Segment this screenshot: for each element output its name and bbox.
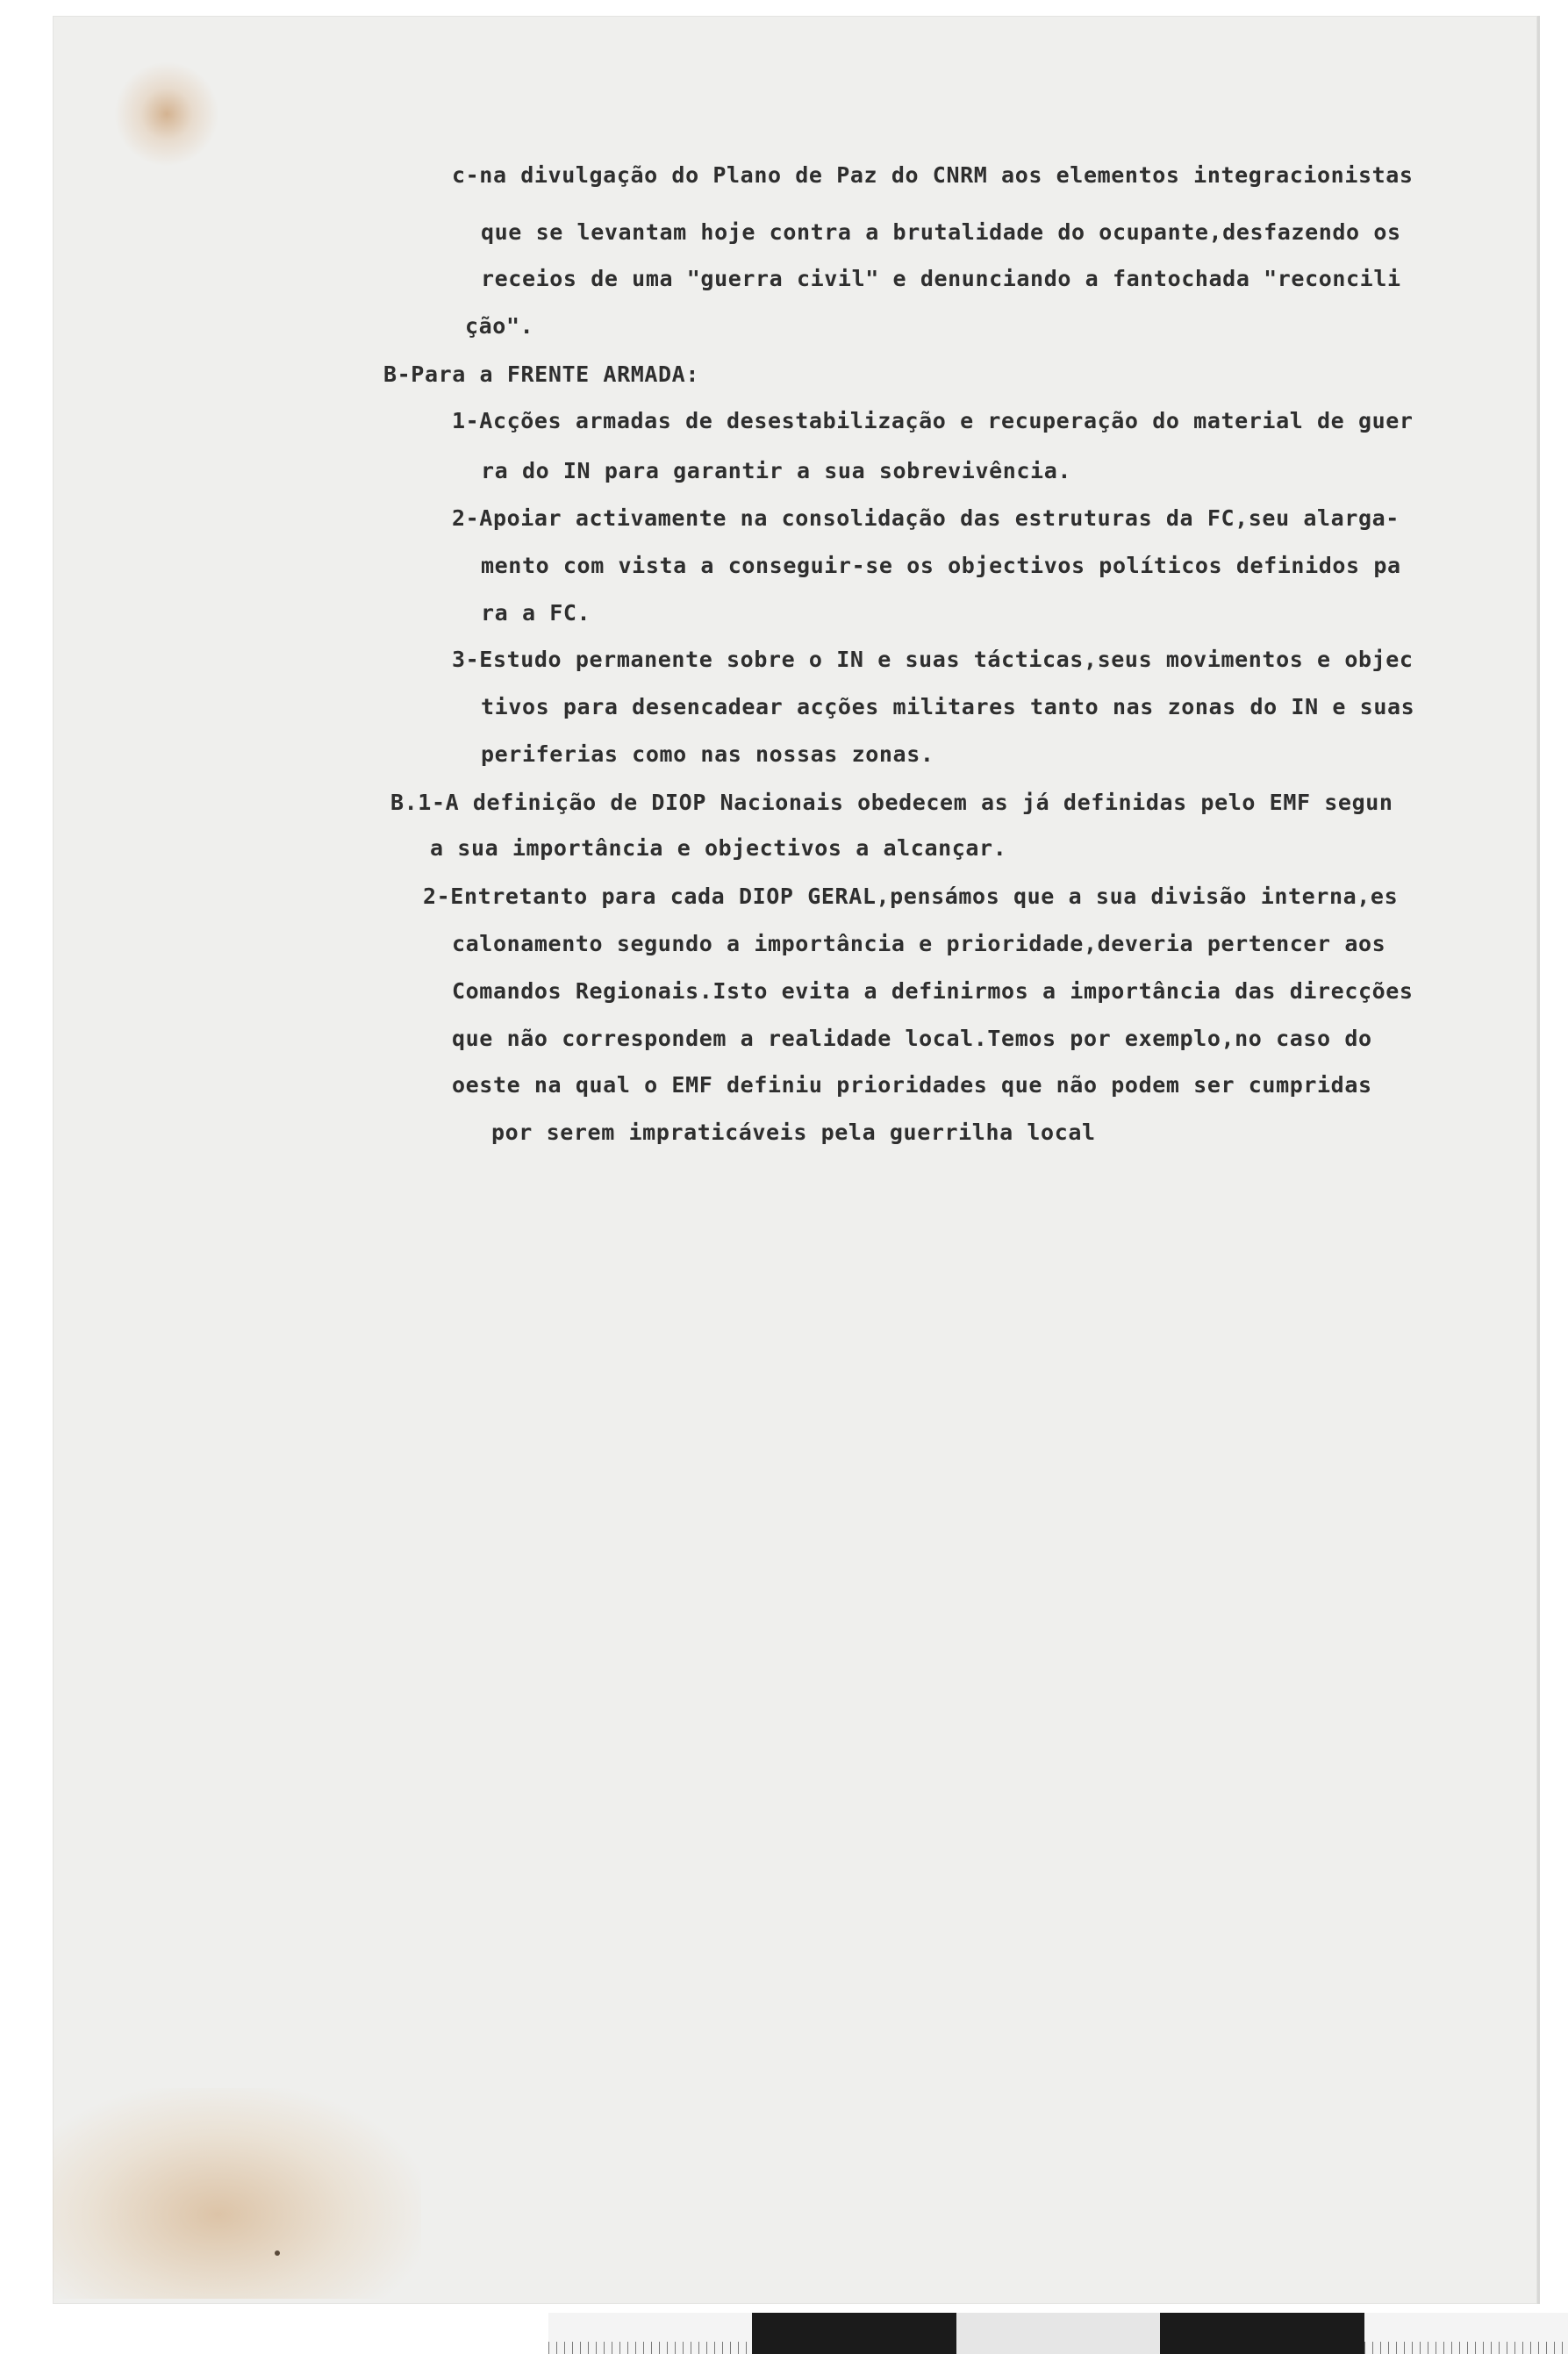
rust-stain-top xyxy=(114,61,219,167)
text-line: ra a FC. xyxy=(481,600,591,626)
text-line: c-na divulgação do Plano de Paz do CNRM aos elementos integracionistas xyxy=(452,162,1414,188)
text-line: que não correspondem a realidade local.Temos por exemplo,no caso do xyxy=(452,1026,1372,1051)
ruler-segment xyxy=(1160,2313,1364,2354)
text-line: ra do IN para garantir a sua sobrevivência. xyxy=(481,458,1072,483)
ruler-segment xyxy=(956,2313,1160,2354)
text-line: 2-Apoiar activamente na consolidação das estruturas da FC,seu alarga- xyxy=(452,505,1400,531)
rust-stain-bottom xyxy=(53,2088,421,2299)
ruler-segment xyxy=(752,2313,956,2354)
ruler-segment xyxy=(548,2313,752,2354)
text-line: a sua importância e objectivos a alcançar. xyxy=(430,835,1007,861)
text-line: receios de uma "guerra civil" e denunciando a fantochada "reconcili xyxy=(481,266,1401,291)
text-line: calonamento segundo a importância e prioridade,deveria pertencer aos xyxy=(452,931,1386,956)
text-line: ção". xyxy=(465,313,534,339)
text-line: oeste na qual o EMF definiu prioridades que não podem ser cumpridas xyxy=(452,1072,1372,1098)
text-line: B-Para a FRENTE ARMADA: xyxy=(383,361,699,387)
text-line: B.1-A definição de DIOP Nacionais obedecem as já definidas pelo EMF segun xyxy=(390,790,1393,815)
text-line: 2-Entretanto para cada DIOP GERAL,pensámos que a sua divisão interna,es xyxy=(423,884,1399,909)
ruler-segment xyxy=(1364,2313,1568,2354)
scale-ruler xyxy=(548,2313,1568,2354)
text-line: que se levantam hoje contra a brutalidade do ocupante,desfazendo os xyxy=(481,219,1401,245)
text-line: tivos para desencadear acções militares tanto nas zonas do IN e suas xyxy=(481,694,1415,719)
text-line: Comandos Regionais.Isto evita a definirmos a importância das direcções xyxy=(452,978,1414,1004)
text-line: 1-Acções armadas de desestabilização e recuperação do material de guer xyxy=(452,408,1414,433)
text-line: periferias como nas nossas zonas. xyxy=(481,741,934,767)
text-line: mento com vista a conseguir-se os objectivos políticos definidos pa xyxy=(481,553,1401,578)
text-line: por serem impraticáveis pela guerrilha local xyxy=(491,1120,1096,1145)
document-page xyxy=(53,16,1540,2304)
text-line: 3-Estudo permanente sobre o IN e suas tácticas,seus movimentos e objec xyxy=(452,647,1414,672)
ink-spot xyxy=(275,2250,280,2256)
